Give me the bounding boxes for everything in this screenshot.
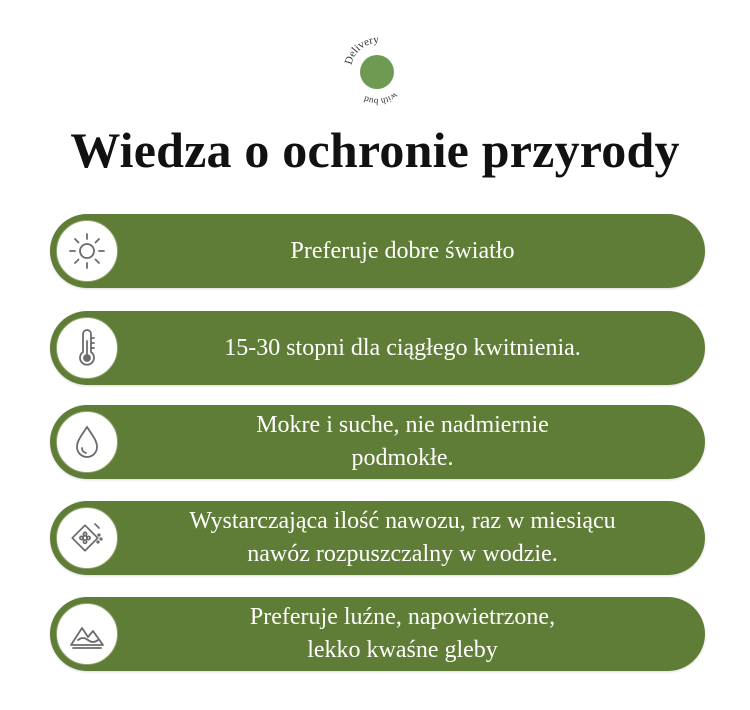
care-item-line: lekko kwaśne gleby — [307, 637, 498, 663]
care-item-line: Mokre i suche, nie nadmiernie — [256, 412, 549, 438]
care-item-line: 15-30 stopni dla ciągłego kwitnienia. — [224, 334, 581, 361]
logo-text-top: Delivery — [342, 34, 380, 67]
logo-text-bottom: with bud — [362, 90, 400, 107]
care-item-line: Preferuje dobre światło — [290, 237, 515, 264]
care-item-light — [50, 214, 705, 288]
logo-emblem — [339, 34, 415, 110]
icon-badge — [56, 603, 118, 665]
care-item-text — [130, 597, 675, 671]
mountain-soil-icon — [64, 611, 110, 657]
care-item-text — [130, 214, 675, 288]
care-item-line: Wystarczająca ilość nawozu, raz w miesiącu — [189, 508, 616, 534]
care-item-line: Preferuje luźne, napowietrzone, — [249, 604, 556, 630]
icon-badge — [56, 411, 118, 473]
care-item-text — [130, 405, 675, 479]
care-item-fertilizer — [50, 501, 705, 575]
brand-logo — [339, 34, 415, 110]
care-item-line: podmokłe. — [351, 445, 454, 471]
water-drop-icon — [64, 419, 110, 465]
icon-badge — [56, 317, 118, 379]
sun-icon — [64, 228, 110, 274]
page-title: Wiedza o ochronie przyrody — [70, 122, 680, 178]
svg-text:with bud — [362, 91, 400, 107]
fertilizer-icon — [64, 515, 110, 561]
icon-badge — [56, 507, 118, 569]
icon-badge — [56, 220, 118, 282]
thermometer-icon — [64, 325, 110, 371]
care-item-temperature — [50, 311, 705, 385]
care-item-line: nawóz rozpuszczalny w wodzie. — [247, 541, 558, 567]
care-item-text — [130, 311, 675, 385]
care-item-watering — [50, 405, 705, 479]
care-item-soil — [50, 597, 705, 671]
care-item-text — [130, 501, 675, 575]
